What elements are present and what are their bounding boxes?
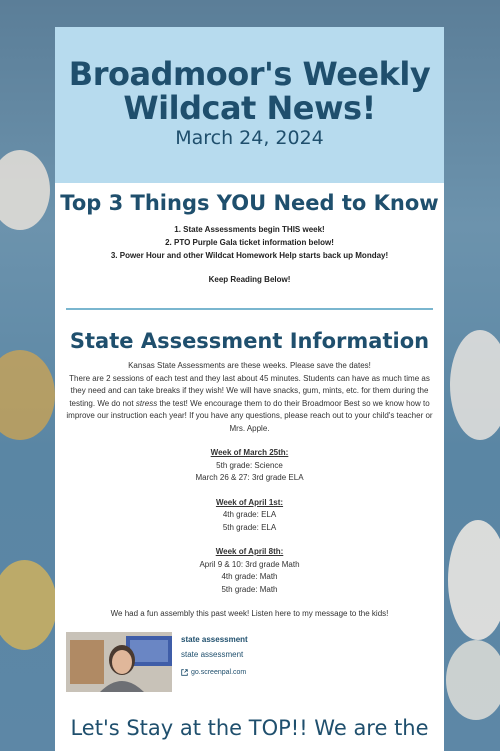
list-item: 2. PTO Purple Gala ticket information below! <box>165 238 334 247</box>
schedule-line: April 9 & 10: 3rd grade Math <box>199 559 300 569</box>
video-embed[interactable] <box>66 632 444 692</box>
newsletter-title: Broadmoor's Weekly Wildcat News! <box>68 55 431 127</box>
background-blossom <box>0 560 57 650</box>
video-subtitle: state assessment <box>181 650 244 659</box>
video-link-text[interactable]: go.screenpal.com <box>191 669 247 676</box>
week-heading: Week of March 25th: <box>210 448 289 457</box>
background-blossom <box>450 330 500 440</box>
schedule-line: 4th grade: ELA <box>222 510 277 519</box>
schedule-line: 4th grade: Math <box>221 572 278 581</box>
background-blossom <box>446 640 500 720</box>
external-link-icon <box>181 669 188 676</box>
background-blossom <box>0 150 50 230</box>
newsletter-card <box>55 27 444 751</box>
section-divider <box>66 308 433 310</box>
intro-line: Kansas State Assessments are these weeks. Please save the dates! <box>128 361 371 370</box>
assembly-text: We had a fun assembly this past week! Listen here to my message to the kids! <box>110 609 389 618</box>
section-title-state-assessment: State Assessment Information <box>69 329 430 353</box>
list-item: 3. Power Hour and other Wildcat Homework Help starts back up Monday! <box>110 251 389 260</box>
week-heading: Week of April 1st: <box>215 497 284 507</box>
schedule-line: 5th grade: Science <box>216 460 283 470</box>
section-title-top-three: Top 3 Things YOU Need to Know <box>60 191 439 215</box>
schedule-line: March 26 & 27: 3rd grade ELA <box>195 473 304 482</box>
background-blossom <box>448 520 500 640</box>
assessment-intro <box>55 360 444 435</box>
video-info <box>181 632 248 676</box>
week-heading: Week of April 8th: <box>215 547 284 556</box>
background-blossom <box>0 350 55 440</box>
intro-paragraph: There are 2 sessions of each test and they last about 45 minutes. Students can have as much time as they need and can take breaks if they wish! We will have snacks, gum, mints, etc. for them during the testing. We do not stress the test! We encourage them to do their Broadmoor Best so we know how to improve our instruction each year! If you have any questions, please reach out to your child's teacher or Mrs. Apple. <box>66 373 433 433</box>
newsletter-date: March 24, 2024 <box>175 127 324 149</box>
week-schedule <box>55 546 444 596</box>
list-item: 1. State Assessments begin THIS week! <box>174 225 325 234</box>
section-title-stay-top: Let's Stay at the TOP!! We are the <box>70 716 429 740</box>
schedule-line: 5th grade: ELA <box>222 522 277 532</box>
state-assessment-section <box>55 329 444 740</box>
video-link[interactable] <box>181 669 248 676</box>
top-three-list <box>55 223 444 262</box>
week-schedule <box>55 447 444 485</box>
top-three-section <box>55 183 444 284</box>
schedule-line: 5th grade: Math <box>221 584 278 594</box>
video-thumbnail[interactable] <box>66 632 172 692</box>
week-schedule <box>55 497 444 535</box>
keep-reading-text: Keep Reading Below! <box>208 275 291 284</box>
newsletter-header <box>55 27 444 183</box>
video-title[interactable]: state assessment <box>181 635 248 644</box>
